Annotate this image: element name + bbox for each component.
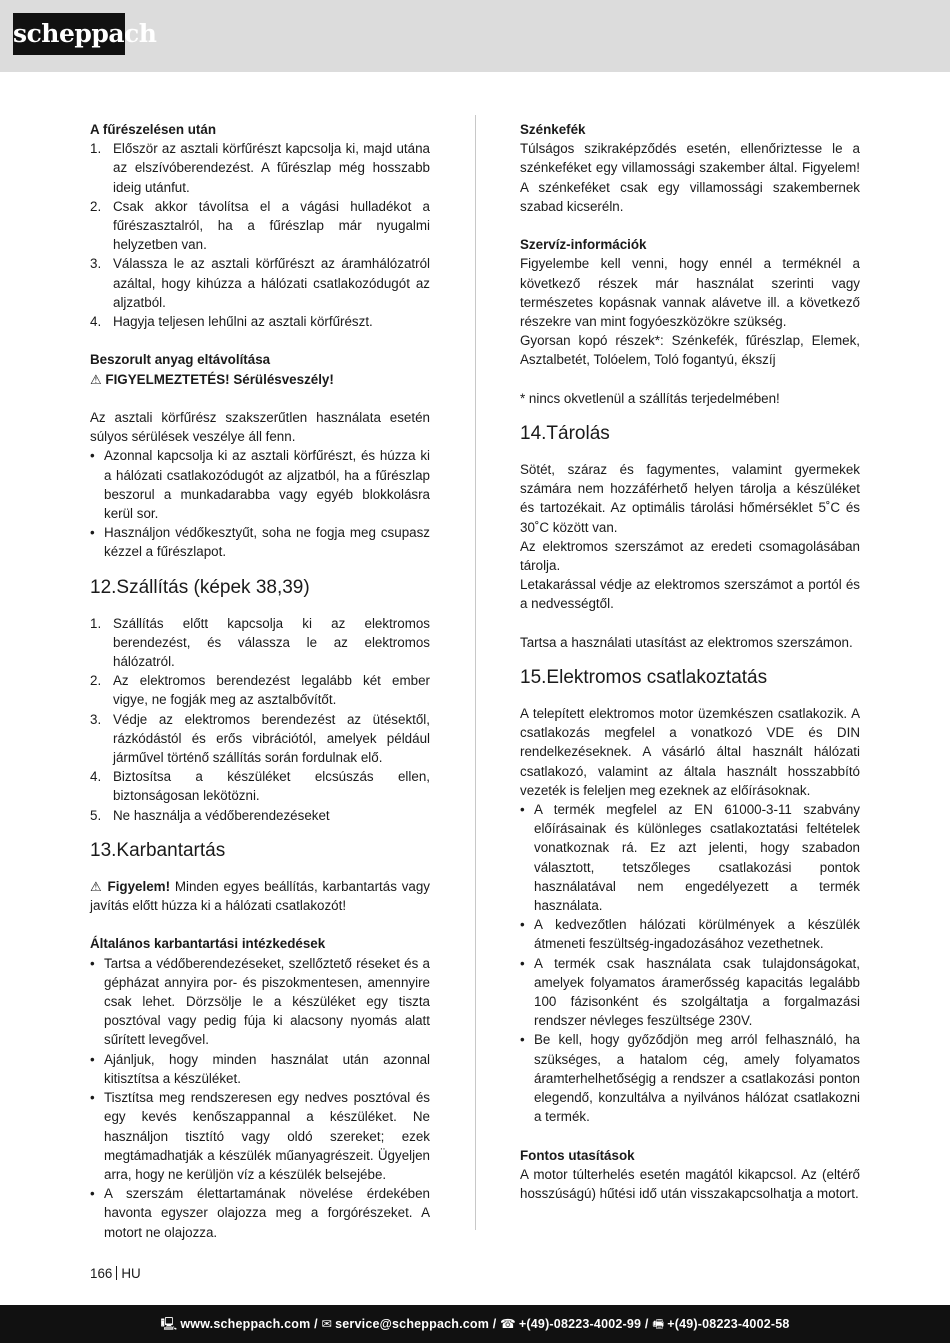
page-number: 166	[90, 1266, 113, 1281]
stuck-material-intro: Az asztali körfűrész szakszerűtlen használata esetén súlyos sérülések veszélye áll fenn.	[90, 410, 430, 445]
electrical-bullets	[520, 800, 860, 1126]
stuck-material-title: Beszorult anyag eltávolítása	[90, 352, 271, 368]
general-maintenance-title: Általános karbantartási intézkedések	[90, 936, 326, 952]
list-item: 2. Csak akkor távolítsa el a vágási hulladékot a fűrészasztalról, ha a fűrészlap már nyugalmi helyzetben van.	[90, 198, 430, 253]
scheppach-logo: scheppach	[13, 13, 125, 55]
monitor-icon: 🖳	[160, 1317, 178, 1331]
list-item: 3. Védje az elektromos berendezést az ütésektől, rázkódástól és erős vibrációtól, amelyek például járművel történő szállítás során fordulnak elő.	[90, 711, 430, 766]
attention-note: ⚠ Figyelem! Minden egyes beállítás, karbantartás vagy javítás előtt húzza ki a hálózati csatlakozót!	[90, 878, 430, 914]
service-title: Szervíz-információk	[520, 237, 647, 253]
column-divider	[475, 115, 476, 1230]
list-item: 5. Ne használja a védőberendezéseket	[90, 807, 330, 823]
warning-triangle-icon: ⚠	[90, 878, 103, 894]
section-12-heading: 12.Szállítás (képek 38,39)	[90, 576, 310, 598]
list-item: • A termék csak használata csak tulajdonságokat, amelyek folyamatos áramerősség kapacitás legalább 100 fázisonként és szolgáltatja a forgalmazási rendszer névleges feszültsége 230V.	[520, 955, 860, 1029]
section-14-heading: 14.Tárolás	[520, 423, 610, 445]
list-item: 1. Először az asztali körfűrészt kapcsolja ki, majd utána az elszívóberendezést. A fűrészlap még hosszabb ideig utánfut.	[90, 141, 430, 195]
list-item: 2. Az elektromos berendezést legalább két ember vigye, ne fogják meg az asztalbővítőt.	[90, 673, 430, 708]
warning-triangle-icon: ⚠	[90, 371, 102, 387]
general-maintenance-bullets	[90, 954, 430, 1242]
email-link[interactable]: service@scheppach.com /	[335, 1317, 497, 1331]
list-item: 4. Biztosítsa a készüléket elcsúszás ellen, biztonságosan lekötözni.	[90, 769, 430, 804]
after-sawing-list	[90, 139, 430, 331]
section-13-heading: 13.Karbantartás	[90, 839, 226, 861]
important-title: Fontos utasítások	[520, 1147, 635, 1163]
list-item: • Tartsa a védőberendezéseket, szellőztető réseket és a gépházat annyira por- és piszokmentesen, amennyire csak lehet. Dörzsölje le a készüléket egy tiszta posztóval vagy pedig fúja ki alacsony nyomás alatt sűrített levegővel.	[90, 955, 430, 1048]
list-item: 3. Válassza le az asztali körfűrészt az áramhálózatról azáltal, hogy kihúzza a hálózati csatlakozódugót az aljzatból.	[90, 256, 430, 310]
right-column	[520, 120, 860, 1203]
service-text: Figyelembe kell venni, hogy ennél a terméknél a következő részek már használat szerinti vagy természetes kopásnak vannak alávetve ill. a következő részekre van mint fogyóeszközökre szükség.	[520, 256, 860, 330]
storage-p1: Sötét, száraz és fagymentes, valamint gyermekek számára nem hozzáférhető helyen tárolja a készüléket és tartozékait. Az optimális tárolási hőmérséklet 5˚C és 30˚C között van.	[520, 462, 860, 535]
list-item: 1. Szállítás előtt kapcsolja ki az elektromos berendezést, és válassza le az elektromos hálózatról.	[90, 615, 430, 670]
section-12-list	[90, 614, 430, 825]
mail-icon: ✉	[321, 1317, 333, 1331]
list-item: • Be kell, hogy győződjön meg arról felhasználó, ha szükséges, a hatalom cég, amely folyamatos áramterhelhetőségig a rendszer a csatlakozási ponton elegendő, konzultálva a nyilvános hálózat csatlakozni a termék.	[520, 1032, 860, 1125]
left-column	[90, 120, 430, 1242]
phone-icon: ☎	[500, 1317, 516, 1331]
header-bar	[0, 0, 950, 72]
contact-bar	[0, 1305, 950, 1343]
after-sawing-title: A fűrészelésen után	[90, 122, 217, 137]
page-number-line	[90, 1264, 141, 1283]
stuck-material-bullets	[90, 446, 430, 561]
section-15-heading: 15.Elektromos csatlakoztatás	[520, 667, 768, 689]
carbon-brushes-text: Túlságos szikraképződés esetén, ellenőriztesse le a szénkeféket egy villamossági szakember által. Figyelem! A szénkeféket csak egy villamossági szakembernek szabad kicseréln.	[520, 141, 860, 214]
list-item: • A kedvezőtlen hálózati körülmények a készülék átmeneti feszültség-ingadozásához vezethetnek.	[520, 917, 860, 952]
fax-number: +(49)-08223-4002-58	[667, 1317, 790, 1331]
list-item: • A termék megfelel az EN 61000-3-11 szabvány előírásainak és különleges csatlakoztatási feltételek vonatkoznak rá. Ez azt jelenti, hogy szabadon választott, tetszőleges csatlakozási pontok használatával nem engedélyezett a termék használata.	[520, 802, 860, 914]
website-link[interactable]: www.scheppach.com /	[180, 1317, 318, 1331]
phone-number: +(49)-08223-4002-99 /	[518, 1317, 649, 1331]
list-item: • Használjon védőkesztyűt, soha ne fogja meg csupasz kézzel a fűrészlapot.	[90, 525, 430, 560]
language-code: HU	[121, 1266, 141, 1281]
storage-p2: Az elektromos szerszámot az eredeti csomagolásában tárolja.	[520, 538, 860, 574]
list-item: • A szerszám élettartamának növelése érdekében havonta egyszer olajozza meg a forgórészeket. A motort ne olajozza.	[90, 1186, 430, 1240]
footnote: * nincs okvetlenül a szállítás terjedelmében!	[520, 390, 780, 406]
list-item: • Azonnal kapcsolja ki az asztali körfűrészt, és húzza ki a hálózati csatlakozódugót az aljzatból, ha a fűrészlap beszorul a munkadarabba vagy egyéb blokkolásra kerül sor.	[90, 448, 430, 522]
list-item: • Tisztítsa meg rendszeresen egy nedves posztóval és egy kevés kenőszappannal a készüléket. Ne használjon tisztító vagy oldó szereket; ezek megtámadhatják a készülék műanyagrészeit. Ügyeljen arra, hogy ne kerüljön víz a készülék belsejébe.	[90, 1090, 430, 1182]
warning-line: ⚠ FIGYELMEZTETÉS! Sérülésveszély!	[90, 371, 334, 387]
list-item: 4. Hagyja teljesen lehűlni az asztali körfűrészt.	[90, 314, 373, 330]
list-item: • Ajánljuk, hogy minden használat után azonnal kitisztítsa a készüléket.	[90, 1051, 430, 1086]
electrical-intro: A telepített elektromos motor üzemkészen csatlakozik. A csatlakozás megfelel a vonatkozó VDE és DIN rendelkezéseknek. A vásárló által használt hálózati csatlakozó, valamint az általa használt hosszabbító vezeték is feleljen meg ezeknek az előírásoknak.	[520, 706, 860, 798]
fax-icon: 🖷	[652, 1317, 665, 1331]
wear-parts-text: Gyorsan kopó részek*: Szénkefék, fűrészlap, Elemek, Asztalbetét, Tolóelem, Toló fogantyú, ékszíj	[520, 333, 860, 368]
important-text: A motor túlterhelés esetén magától kikapcsol. Az (eltérő hosszúságú) hűtési idő után visszakapcsolhatja a motort.	[520, 1166, 860, 1202]
carbon-brushes-title: Szénkefék	[520, 122, 586, 137]
separator	[116, 1266, 117, 1280]
storage-p4: Tartsa a használati utasítást az elektromos szerszámon.	[520, 634, 853, 650]
storage-p3: Letakarással védje az elektromos szerszámot a portól és a nedvességtől.	[520, 577, 860, 612]
